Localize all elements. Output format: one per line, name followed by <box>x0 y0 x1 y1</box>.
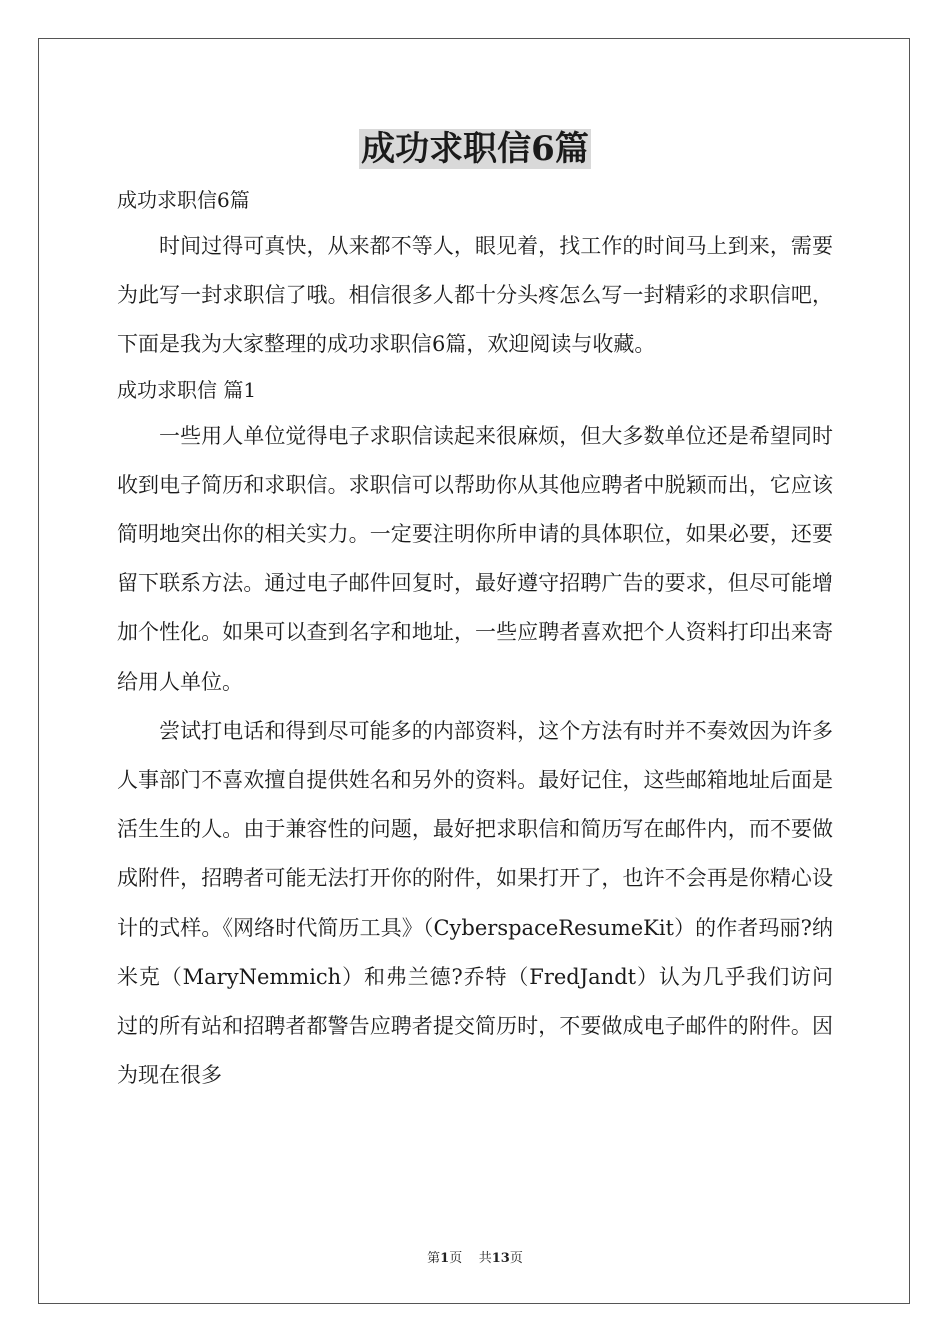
footer-page-prefix: 第 <box>427 1251 441 1266</box>
body-paragraph: 尝试打电话和得到尽可能多的内部资料，这个方法有时并不奏效因为许多人事部门不喜欢擅自提供姓名和另外的资料。最好记住，这些邮箱地址后面是活生生的人。由于兼容性的问题，最好把求职信和简历写在邮件内，而不要做成附件，招聘者可能无法打开你的附件，如果打开了，也许不会再是你精心设计的式样。《网络时代简历工具》（CyberspaceResumeKit）的作者玛丽?纳米克（MaryNemmich）和弗兰德?乔特（FredJandt）认为几乎我们访问过的所有站和招聘者都警告应聘者提交简历时，不要做成电子邮件的附件。因为现在很多 <box>117 718 833 1088</box>
footer-page-mid: 页 共 <box>449 1251 492 1266</box>
footer-page-current: 1 <box>440 1251 450 1266</box>
page-footer <box>0 1247 950 1266</box>
intro-paragraph: 时间过得可真快，从来都不等人，眼见着，找工作的时间马上到来，需要为此写一封求职信了哦。相信很多人都十分头疼怎么写一封精彩的求职信吧，下面是我为大家整理的成功求职信6篇，欢迎阅读与收藏。 <box>117 234 833 357</box>
footer-page-total: 13 <box>491 1251 510 1266</box>
section-heading: 成功求职信 篇1 <box>117 377 257 402</box>
document-title-text: 成功求职信6篇 <box>361 129 589 169</box>
body-paragraph: 一些用人单位觉得电子求职信读起来很麻烦，但大多数单位还是希望同时收到电子简历和求职信。求职信可以帮助你从其他应聘者中脱颖而出，它应该简明地突出你的相关实力。一定要注明你所申请的具体职位，如果必要，还要留下联系方法。通过电子邮件回复时，最好遵守招聘广告的要求，但尽可能增加个性化。如果可以查到名字和地址，一些应聘者喜欢把个人资料打印出来寄给用人单位。 <box>117 423 833 694</box>
document-subtitle: 成功求职信6篇 <box>117 188 250 212</box>
document-body <box>117 180 833 1100</box>
document-title <box>0 128 950 170</box>
footer-page-suffix: 页 <box>509 1251 523 1266</box>
